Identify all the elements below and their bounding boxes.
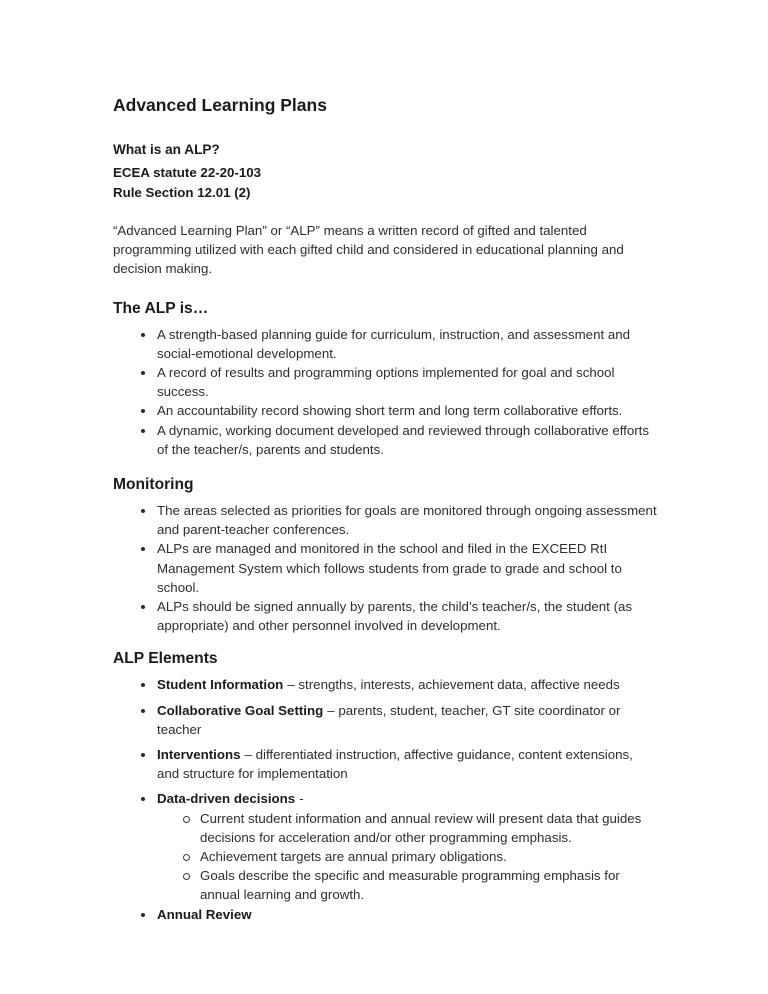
- alp-is-bullet: A dynamic, working document developed and reviewed through collaborative efforts of the teacher/s, parents and students.: [113, 421, 657, 459]
- element-interventions: [113, 745, 657, 783]
- element-description: – differentiated instruction, affective guidance, content extensions, and structure for implementation: [157, 746, 633, 782]
- section-monitoring: [113, 474, 657, 635]
- data-driven-sub-bullet: Current student information and annual review will present data that guides decisions for acceleration and/or other programming emphasis.: [113, 809, 657, 847]
- element-term: Data-driven decisions: [157, 791, 296, 807]
- element-term: Collaborative Goal Setting: [157, 702, 324, 718]
- section-alp-elements: [113, 648, 657, 923]
- data-driven-sub-bullet: Goals describe the specific and measurable programming emphasis for annual learning and growth.: [113, 866, 657, 904]
- rule-section-line: Rule Section 12.01 (2): [113, 185, 251, 200]
- element-term: Interventions: [157, 746, 241, 762]
- element-term: Annual Review: [157, 906, 252, 922]
- element-term: Student Information: [157, 677, 284, 693]
- element-annual-review: [113, 905, 657, 924]
- element-data-driven-decisions: [113, 789, 657, 808]
- the-alp-is-heading: The ALP is…: [113, 299, 209, 317]
- document-title: Advanced Learning Plans: [113, 95, 327, 115]
- element-description: -: [299, 791, 304, 807]
- monitoring-bullet: ALPs are managed and monitored in the school and filed in the EXCEED RtI Management System which follows students from grade to grade and school to school.: [113, 539, 657, 597]
- monitoring-bullet: The areas selected as priorities for goals are monitored through ongoing assessment and parent-teacher conferences.: [113, 501, 657, 539]
- monitoring-bullet: ALPs should be signed annually by parents, the child’s teacher/s, the student (as appropriate) and other personnel involved in development.: [113, 597, 657, 635]
- alp-is-bullet: A record of results and programming options implemented for goal and school success.: [113, 363, 657, 401]
- section-what-is-alp: [113, 140, 657, 278]
- alp-is-bullet: A strength-based planning guide for curriculum, instruction, and assessment and social-emotional development.: [113, 325, 657, 363]
- alp-is-bullet: An accountability record showing short term and long term collaborative efforts.: [113, 401, 657, 420]
- what-is-alp-heading: What is an ALP?: [113, 142, 220, 157]
- data-driven-sub-bullet: Achievement targets are annual primary obligations.: [113, 847, 657, 866]
- ecea-statute-line: ECEA statute 22-20-103: [113, 164, 262, 180]
- element-student-information: [113, 675, 657, 694]
- element-description: – parents, student, teacher, GT site coordinator or teacher: [157, 702, 621, 737]
- alp-definition-paragraph: “Advanced Learning Plan” or “ALP” means a written record of gifted and talented programming utilized with each gifted child and considered in educational planning and decision making.: [113, 222, 624, 276]
- alp-elements-heading: ALP Elements: [113, 650, 218, 668]
- section-the-alp-is: [113, 298, 657, 459]
- element-description: – strengths, interests, achievement data, affective needs: [287, 677, 620, 693]
- monitoring-heading: Monitoring: [113, 475, 194, 493]
- element-collaborative-goal-setting: [113, 701, 657, 739]
